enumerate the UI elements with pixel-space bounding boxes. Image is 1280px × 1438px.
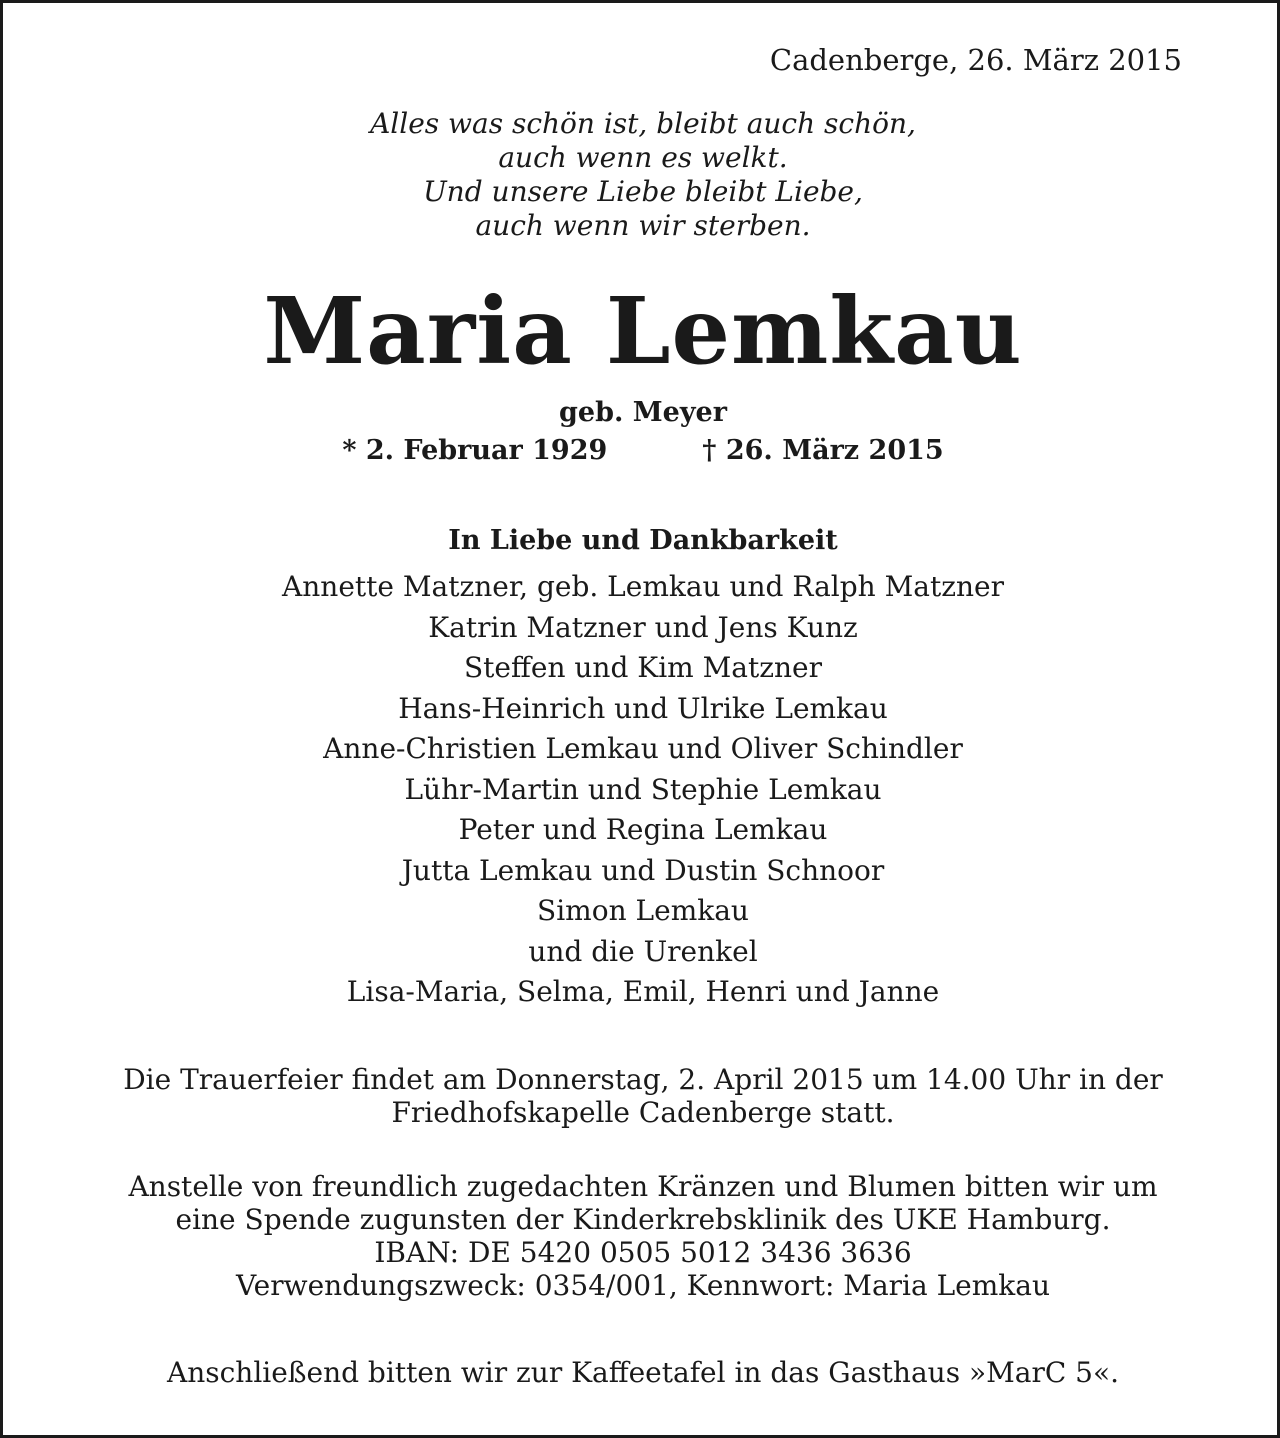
funeral-notice <box>3 1063 1280 1129</box>
death-date: † 26. März 2015 <box>702 435 944 466</box>
donation-line: IBAN: DE 5420 0505 5012 3436 3636 <box>374 1236 912 1269</box>
donation-notice <box>3 1170 1280 1302</box>
deceased-name: Maria Lemkau <box>263 277 1023 385</box>
donation-line: Verwendungszweck: 0354/001, Kennwort: Maria Lemkau <box>236 1269 1050 1302</box>
poem-line: Alles was schön ist, bleibt auch schön, <box>370 107 916 140</box>
mourners-title: In Liebe und Dankbarkeit <box>448 525 838 556</box>
poem-line: auch wenn wir sterben. <box>475 209 811 242</box>
birth-date: * 2. Februar 1929 <box>342 435 608 466</box>
mourner-line: Peter und Regina Lemkau <box>458 813 828 846</box>
mourners-list <box>3 567 1280 1013</box>
poem-line: auch wenn es welkt. <box>498 141 788 174</box>
life-dates <box>3 435 1280 466</box>
donation-line: eine Spende zugunsten der Kinderkrebsklinik des UKE Hamburg. <box>175 1203 1111 1236</box>
mourner-line: Lühr-Martin und Stephie Lemkau <box>404 772 882 806</box>
mourner-line: Annette Matzner, geb. Lemkau und Ralph Matzner <box>282 570 1004 603</box>
born-name: geb. Meyer <box>559 397 727 428</box>
mourner-line: Jutta Lemkau und Dustin Schnoor <box>401 853 885 887</box>
mourner-line: und die Urenkel <box>528 934 758 968</box>
mourner-line: Hans-Heinrich und Ulrike Lemkau <box>398 691 888 725</box>
funeral-line: Die Trauerfeier findet am Donnerstag, 2. April 2015 um 14.00 Uhr in der <box>123 1063 1163 1096</box>
poem-line: Und unsere Liebe bleibt Liebe, <box>423 175 863 208</box>
mourner-line: Katrin Matzner und Jens Kunz <box>428 610 858 644</box>
mourner-line: Simon Lemkau <box>537 894 749 927</box>
donation-line: Anstelle von freundlich zugedachten Kränzen und Blumen bitten wir um <box>128 1170 1158 1203</box>
funeral-line: Friedhofskapelle Cadenberge statt. <box>391 1096 895 1129</box>
closing-notice: Anschließend bitten wir zur Kaffeetafel in das Gasthaus »MarC 5«. <box>166 1356 1120 1389</box>
date-line: Cadenberge, 26. März 2015 <box>769 43 1182 77</box>
mourner-line: Lisa-Maria, Selma, Emil, Henri und Janne <box>346 975 940 1008</box>
mourner-line: Anne-Christien Lemkau und Oliver Schindler <box>323 732 963 765</box>
mourner-line: Steffen und Kim Matzner <box>464 651 822 684</box>
poem <box>3 107 1280 243</box>
